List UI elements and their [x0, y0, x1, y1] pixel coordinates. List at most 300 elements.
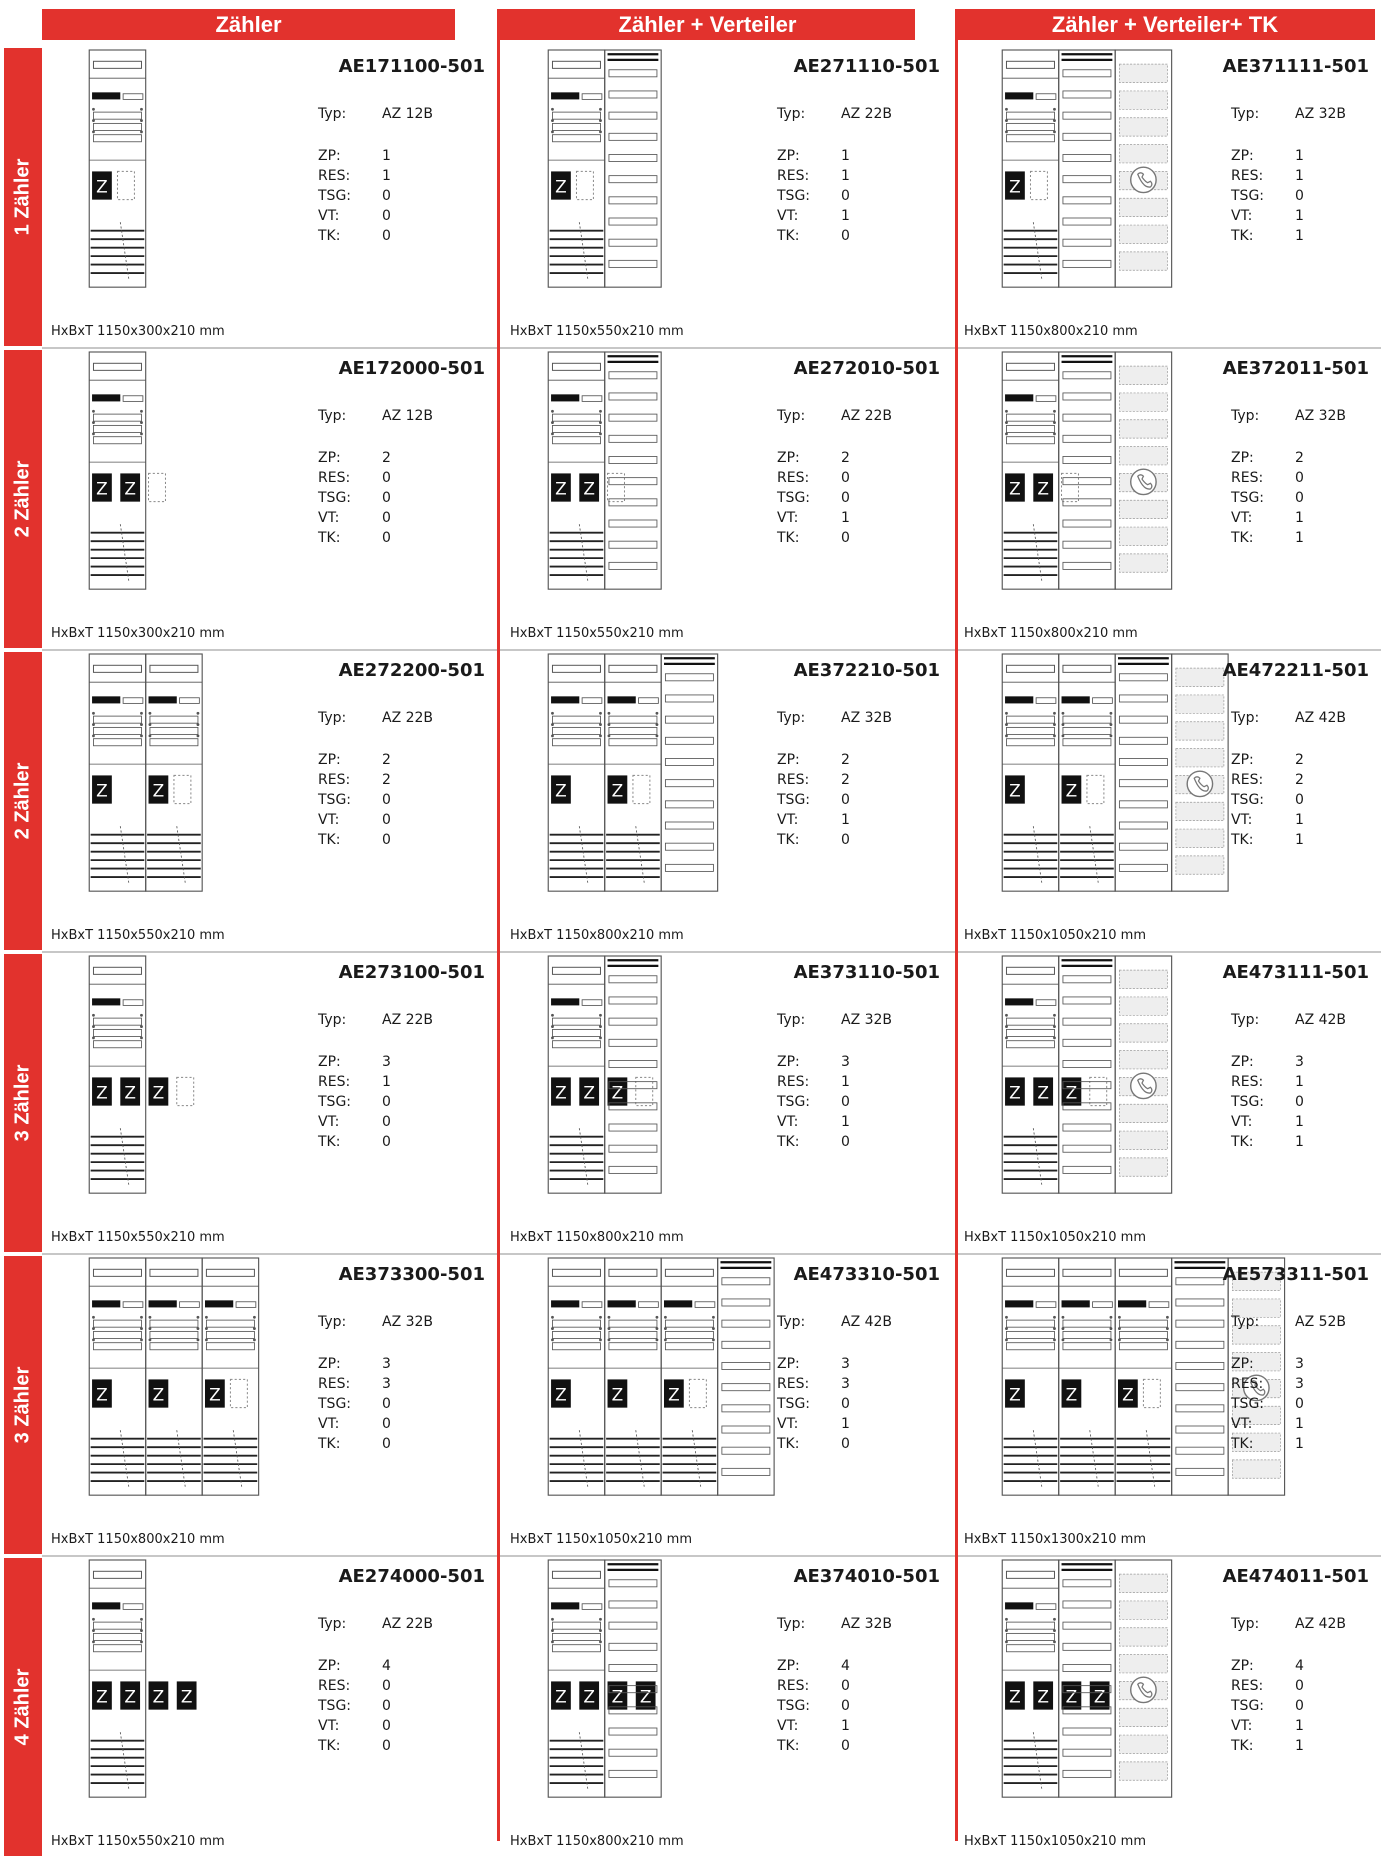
spec-tk: TK: 0: [777, 1436, 850, 1452]
svg-text:Z: Z: [1037, 1686, 1049, 1707]
svg-text:Z: Z: [583, 478, 595, 499]
meter-z-block: [120, 1681, 140, 1709]
meter-z-block: [1005, 1379, 1025, 1407]
meter-z-block: [149, 1379, 169, 1407]
meter-column: [89, 50, 145, 287]
spec-vt: VT: 1: [777, 812, 850, 828]
meter-z-block: [608, 1379, 628, 1407]
meter-z-block: [92, 171, 112, 199]
svg-text:Z: Z: [1009, 1686, 1021, 1707]
meter-column: [1002, 352, 1058, 589]
meter-column: [1115, 1258, 1171, 1495]
product-code: AE473310-501: [793, 1264, 940, 1285]
spec-tk: TK: 0: [777, 832, 850, 848]
enclosure-diagram: [510, 956, 770, 1196]
spec-typ: Typ: AZ 12B: [318, 106, 434, 122]
meter-z-block: [664, 1379, 684, 1407]
spec-zp: ZP: 4: [1231, 1658, 1304, 1674]
spec-zp: ZP: 3: [777, 1356, 850, 1372]
meter-z-block: [92, 1379, 112, 1407]
spec-list: [777, 1312, 892, 1454]
dimensions: HxBxT 1150x800x210 mm: [964, 626, 1138, 641]
product-cell: [42, 1256, 497, 1556]
meter-z-block: [579, 1681, 599, 1709]
product-cell: [42, 350, 497, 650]
svg-text:Z: Z: [1009, 1384, 1021, 1405]
spec-tk: TK: 1: [1231, 228, 1304, 244]
enclosure-diagram: [964, 352, 1224, 592]
spec-list: [777, 104, 892, 246]
svg-text:Z: Z: [668, 1384, 680, 1405]
spec-typ: Typ: AZ 42B: [1231, 1012, 1347, 1028]
spec-res: RES: 0: [318, 470, 391, 486]
product-cell: [501, 1558, 952, 1858]
svg-text:Z: Z: [1065, 1082, 1078, 1103]
spec-zp: ZP: 2: [318, 450, 391, 466]
spec-zp: ZP: 4: [777, 1658, 850, 1674]
spec-tsg: TSG: 0: [1231, 1396, 1304, 1412]
enclosure-diagram: [510, 654, 770, 894]
enclosure-diagram: [51, 654, 311, 894]
spec-tsg: TSG: 0: [318, 188, 391, 204]
meter-column: [661, 1258, 717, 1495]
product-code: AE573311-501: [1222, 1264, 1369, 1285]
spec-tk: TK: 0: [777, 228, 850, 244]
spec-tsg: TSG: 0: [1231, 792, 1304, 808]
svg-text:Z: Z: [180, 1686, 193, 1707]
meter-z-block: [120, 1077, 140, 1105]
spec-zp: ZP: 3: [1231, 1356, 1304, 1372]
svg-text:Z: Z: [152, 1082, 165, 1103]
svg-text:Z: Z: [1009, 176, 1021, 197]
enclosure-diagram: [510, 1258, 770, 1498]
spec-vt: VT: 1: [1231, 1114, 1304, 1130]
spec-tk: TK: 0: [318, 530, 391, 546]
spec-tk: TK: 0: [318, 1436, 391, 1452]
dimensions: HxBxT 1150x550x210 mm: [51, 928, 225, 943]
meter-column: [146, 654, 202, 891]
enclosure-diagram: [51, 1258, 311, 1498]
spec-res: RES: 0: [777, 470, 850, 486]
meter-column: [605, 654, 661, 891]
svg-text:Z: Z: [611, 1686, 624, 1707]
product-code: AE171100-501: [338, 56, 485, 77]
spec-res: RES: 0: [1231, 1678, 1304, 1694]
spec-tk: TK: 0: [318, 1134, 391, 1150]
meter-z-block: [1005, 1681, 1025, 1709]
spec-res: RES: 1: [1231, 168, 1304, 184]
meter-z-block: [1118, 1379, 1138, 1407]
svg-text:Z: Z: [1065, 1384, 1078, 1405]
dimensions: HxBxT 1150x1300x210 mm: [964, 1532, 1146, 1547]
product-code: AE272010-501: [793, 358, 940, 379]
meter-column: [548, 654, 604, 891]
svg-text:Z: Z: [96, 780, 108, 801]
row-divider: [42, 951, 1381, 953]
spec-typ: Typ: AZ 22B: [777, 408, 893, 424]
svg-text:Z: Z: [1093, 1686, 1106, 1707]
product-code: AE472211-501: [1222, 660, 1369, 681]
meter-z-block: [120, 473, 140, 501]
meter-z-block: [92, 1077, 112, 1105]
enclosure-diagram: [510, 1560, 770, 1800]
spec-list: [318, 1312, 433, 1454]
spec-res: RES: 3: [777, 1376, 850, 1392]
distributor-column: [661, 654, 717, 891]
dimensions: HxBxT 1150x800x210 mm: [510, 1834, 684, 1849]
product-cell: [501, 48, 952, 348]
phone-icon: [1131, 167, 1156, 192]
spec-zp: ZP: 4: [318, 1658, 391, 1674]
row-divider: [42, 1253, 1381, 1255]
phone-icon: [1131, 1677, 1156, 1702]
product-cell: [501, 350, 952, 650]
product-cell: [955, 954, 1381, 1254]
spec-vt: VT: 0: [318, 208, 391, 224]
meter-z-block: [92, 1681, 112, 1709]
meter-z-block: [1005, 473, 1025, 501]
spec-list: [318, 104, 433, 246]
meter-column: [548, 1560, 604, 1797]
product-code: AE271110-501: [793, 56, 940, 77]
product-code: AE372011-501: [1222, 358, 1369, 379]
enclosure-diagram: [964, 1560, 1224, 1800]
meter-z-block: [149, 1077, 169, 1105]
spec-res: RES: 2: [318, 772, 391, 788]
svg-text:Z: Z: [555, 176, 567, 197]
svg-text:Z: Z: [124, 478, 136, 499]
meter-z-block: [1005, 775, 1025, 803]
spec-vt: VT: 1: [777, 510, 850, 526]
spec-res: RES: 2: [777, 772, 850, 788]
product-cell: [955, 1558, 1381, 1858]
distributor-column: [718, 1258, 774, 1495]
distributor-column: [605, 50, 661, 287]
svg-text:Z: Z: [1009, 478, 1021, 499]
spec-res: RES: 3: [318, 1376, 391, 1392]
enclosure-diagram: [964, 1258, 1224, 1498]
enclosure-diagram: [51, 352, 311, 592]
spec-list: [1231, 708, 1346, 850]
spec-vt: VT: 1: [1231, 812, 1304, 828]
phone-icon: [1131, 469, 1156, 494]
distributor-column: [1172, 1258, 1228, 1495]
meter-z-block: [177, 1681, 197, 1709]
meter-column: [605, 1258, 661, 1495]
dimensions: HxBxT 1150x300x210 mm: [51, 626, 225, 641]
product-code: AE374010-501: [793, 1566, 940, 1587]
spec-tsg: TSG: 0: [318, 490, 391, 506]
svg-text:Z: Z: [96, 478, 108, 499]
meter-z-block: [1033, 1077, 1053, 1105]
spec-typ: Typ: AZ 22B: [318, 710, 434, 726]
enclosure-diagram: [964, 956, 1224, 1196]
column-header-zaehler: Zähler: [42, 9, 455, 40]
row-label: 2 Zähler: [4, 652, 42, 950]
svg-text:Z: Z: [1065, 780, 1078, 801]
meter-z-block: [1062, 775, 1082, 803]
spec-tsg: TSG: 0: [777, 188, 850, 204]
meter-column: [548, 50, 604, 287]
spec-tk: TK: 0: [318, 228, 391, 244]
meter-column: [548, 352, 604, 589]
distributor-column: [605, 1560, 661, 1797]
spec-res: RES: 1: [777, 1074, 850, 1090]
svg-text:Z: Z: [152, 1384, 165, 1405]
spec-typ: Typ: AZ 32B: [777, 1012, 893, 1028]
dimensions: HxBxT 1150x1050x210 mm: [964, 928, 1146, 943]
column-header-zaehler-verteiler-tk: Zähler + Verteiler+ TK: [955, 9, 1375, 40]
spec-list: [777, 708, 892, 850]
product-code: AE172000-501: [338, 358, 485, 379]
product-cell: [955, 350, 1381, 650]
spec-vt: VT: 0: [318, 1114, 391, 1130]
meter-column: [89, 352, 145, 589]
spec-zp: ZP: 1: [1231, 148, 1304, 164]
distributor-column: [605, 352, 661, 589]
spec-zp: ZP: 3: [318, 1356, 391, 1372]
meter-z-block: [92, 473, 112, 501]
svg-text:Z: Z: [555, 780, 567, 801]
distributor-column: [1059, 956, 1115, 1193]
spec-tk: TK: 1: [1231, 1436, 1304, 1452]
spec-res: RES: 0: [318, 1678, 391, 1694]
meter-column: [89, 654, 145, 891]
spec-vt: VT: 0: [318, 1718, 391, 1734]
spec-zp: ZP: 3: [1231, 1054, 1304, 1070]
meter-z-block: [551, 473, 571, 501]
dimensions: HxBxT 1150x550x210 mm: [51, 1834, 225, 1849]
spec-list: [318, 1614, 433, 1756]
dimensions: HxBxT 1150x1050x210 mm: [964, 1230, 1146, 1245]
meter-column: [89, 1560, 145, 1797]
column-header-zaehler-verteiler: Zähler + Verteiler: [500, 9, 915, 40]
product-code: AE273100-501: [338, 962, 485, 983]
spec-typ: Typ: AZ 42B: [1231, 1616, 1347, 1632]
meter-z-block: [205, 1379, 225, 1407]
spec-tk: TK: 1: [1231, 832, 1304, 848]
meter-column: [89, 1258, 145, 1495]
product-cell: [501, 1256, 952, 1556]
spec-list: [1231, 406, 1346, 548]
product-cell: [42, 954, 497, 1254]
enclosure-diagram: [51, 1560, 311, 1800]
spec-tsg: TSG: 0: [777, 490, 850, 506]
spec-res: RES: 1: [1231, 1074, 1304, 1090]
spec-tk: TK: 1: [1231, 1738, 1304, 1754]
meter-column: [1002, 1258, 1058, 1495]
spec-vt: VT: 1: [777, 1718, 850, 1734]
phone-icon: [1131, 1073, 1156, 1098]
spec-tsg: TSG: 0: [777, 792, 850, 808]
meter-z-block: [579, 1077, 599, 1105]
spec-zp: ZP: 2: [777, 450, 850, 466]
dimensions: HxBxT 1150x800x210 mm: [510, 1230, 684, 1245]
spec-tsg: TSG: 0: [1231, 1698, 1304, 1714]
spec-vt: VT: 1: [777, 208, 850, 224]
row-divider: [42, 1555, 1381, 1557]
spec-zp: ZP: 3: [318, 1054, 391, 1070]
meter-z-block: [551, 1077, 571, 1105]
svg-text:Z: Z: [1037, 1082, 1049, 1103]
svg-text:Z: Z: [611, 780, 624, 801]
meter-z-block: [551, 171, 571, 199]
spec-typ: Typ: AZ 22B: [777, 106, 893, 122]
svg-text:Z: Z: [96, 1082, 108, 1103]
enclosure-diagram: [51, 956, 311, 1196]
spec-typ: Typ: AZ 32B: [1231, 408, 1347, 424]
meter-z-block: [579, 473, 599, 501]
svg-text:Z: Z: [124, 1686, 136, 1707]
spec-zp: ZP: 2: [318, 752, 391, 768]
spec-typ: Typ: AZ 32B: [777, 710, 893, 726]
spec-res: RES: 1: [777, 168, 850, 184]
svg-text:Z: Z: [96, 1384, 108, 1405]
meter-z-block: [1005, 171, 1025, 199]
row-label: 4 Zähler: [4, 1558, 42, 1856]
row-divider: [42, 347, 1381, 349]
svg-text:Z: Z: [555, 478, 567, 499]
spec-tsg: TSG: 0: [318, 1094, 391, 1110]
meter-z-block: [608, 775, 628, 803]
distributor-column: [1059, 1560, 1115, 1797]
dimensions: HxBxT 1150x300x210 mm: [51, 324, 225, 339]
spec-tk: TK: 0: [777, 1134, 850, 1150]
svg-text:Z: Z: [1009, 780, 1021, 801]
svg-text:Z: Z: [1009, 1082, 1021, 1103]
svg-text:Z: Z: [583, 1686, 595, 1707]
meter-column: [1002, 956, 1058, 1193]
spec-tsg: TSG: 0: [1231, 188, 1304, 204]
svg-text:Z: Z: [639, 1686, 652, 1707]
meter-column: [146, 1258, 202, 1495]
spec-vt: VT: 0: [318, 1416, 391, 1432]
spec-list: [777, 1010, 892, 1152]
svg-text:Z: Z: [583, 1082, 595, 1103]
dimensions: HxBxT 1150x800x210 mm: [51, 1532, 225, 1547]
meter-z-block: [1033, 473, 1053, 501]
spec-zp: ZP: 2: [1231, 752, 1304, 768]
enclosure-diagram: [51, 50, 311, 290]
meter-z-block: [92, 775, 112, 803]
spec-vt: VT: 0: [318, 812, 391, 828]
meter-z-block: [1033, 1681, 1053, 1709]
spec-tsg: TSG: 0: [777, 1698, 850, 1714]
spec-typ: Typ: AZ 32B: [318, 1314, 434, 1330]
spec-tsg: TSG: 0: [318, 792, 391, 808]
svg-text:Z: Z: [1122, 1384, 1134, 1405]
row-divider: [42, 649, 1381, 651]
product-code: AE372210-501: [793, 660, 940, 681]
meter-column: [1002, 654, 1058, 891]
product-code: AE373300-501: [338, 1264, 485, 1285]
distributor-column: [1115, 654, 1171, 891]
product-cell: [955, 1256, 1381, 1556]
svg-text:Z: Z: [124, 1082, 136, 1103]
spec-typ: Typ: AZ 22B: [318, 1616, 434, 1632]
meter-z-block: [1062, 1379, 1082, 1407]
spec-zp: ZP: 2: [1231, 450, 1304, 466]
spec-res: RES: 0: [777, 1678, 850, 1694]
spec-list: [318, 708, 433, 850]
meter-z-block: [551, 1379, 571, 1407]
dimensions: HxBxT 1150x550x210 mm: [51, 1230, 225, 1245]
spec-zp: ZP: 1: [777, 148, 850, 164]
svg-text:Z: Z: [152, 780, 165, 801]
svg-text:Z: Z: [1037, 478, 1049, 499]
spec-vt: VT: 1: [1231, 1416, 1304, 1432]
meter-column: [548, 1258, 604, 1495]
spec-tsg: TSG: 0: [777, 1396, 850, 1412]
svg-text:Z: Z: [1065, 1686, 1078, 1707]
meter-z-block: [149, 775, 169, 803]
spec-res: RES: 1: [318, 1074, 391, 1090]
product-cell: [42, 1558, 497, 1858]
spec-vt: VT: 1: [1231, 208, 1304, 224]
product-cell: [955, 48, 1381, 348]
spec-list: [1231, 104, 1346, 246]
meter-z-block: [1005, 1077, 1025, 1105]
spec-res: RES: 2: [1231, 772, 1304, 788]
svg-text:Z: Z: [96, 1686, 108, 1707]
row-label: 3 Zähler: [4, 954, 42, 1252]
product-cell: [42, 652, 497, 952]
product-code: AE274000-501: [338, 1566, 485, 1587]
dimensions: HxBxT 1150x800x210 mm: [510, 928, 684, 943]
spec-tk: TK: 0: [318, 832, 391, 848]
svg-text:Z: Z: [152, 1686, 165, 1707]
spec-tsg: TSG: 0: [777, 1094, 850, 1110]
distributor-column: [1059, 352, 1115, 589]
spec-list: [777, 406, 892, 548]
enclosure-diagram: [964, 50, 1224, 290]
spec-typ: Typ: AZ 12B: [318, 408, 434, 424]
dimensions: HxBxT 1150x1050x210 mm: [510, 1532, 692, 1547]
svg-text:Z: Z: [555, 1384, 567, 1405]
product-cell: [955, 652, 1381, 952]
phone-icon: [1187, 771, 1212, 796]
spec-vt: VT: 1: [777, 1416, 850, 1432]
spec-tsg: TSG: 0: [1231, 1094, 1304, 1110]
meter-column: [548, 956, 604, 1193]
meter-column: [1059, 654, 1115, 891]
column-divider: [955, 9, 958, 1841]
spec-tsg: TSG: 0: [318, 1698, 391, 1714]
spec-typ: Typ: AZ 22B: [318, 1012, 434, 1028]
spec-zp: ZP: 2: [777, 752, 850, 768]
spec-zp: ZP: 1: [318, 148, 391, 164]
spec-vt: VT: 1: [1231, 510, 1304, 526]
spec-zp: ZP: 3: [777, 1054, 850, 1070]
spec-res: RES: 3: [1231, 1376, 1304, 1392]
spec-vt: VT: 1: [777, 1114, 850, 1130]
product-code: AE473111-501: [1222, 962, 1369, 983]
dimensions: HxBxT 1150x550x210 mm: [510, 324, 684, 339]
column-divider: [497, 9, 500, 1841]
svg-text:Z: Z: [209, 1384, 221, 1405]
distributor-column: [605, 956, 661, 1193]
meter-z-block: [149, 1681, 169, 1709]
spec-tk: TK: 1: [1231, 1134, 1304, 1150]
spec-tsg: TSG: 0: [318, 1396, 391, 1412]
spec-typ: Typ: AZ 52B: [1231, 1314, 1347, 1330]
meter-column: [1002, 50, 1058, 287]
spec-typ: Typ: AZ 42B: [1231, 710, 1347, 726]
svg-text:Z: Z: [96, 176, 108, 197]
row-label: 1 Zähler: [4, 48, 42, 346]
meter-z-block: [551, 775, 571, 803]
spec-tk: TK: 0: [777, 1738, 850, 1754]
